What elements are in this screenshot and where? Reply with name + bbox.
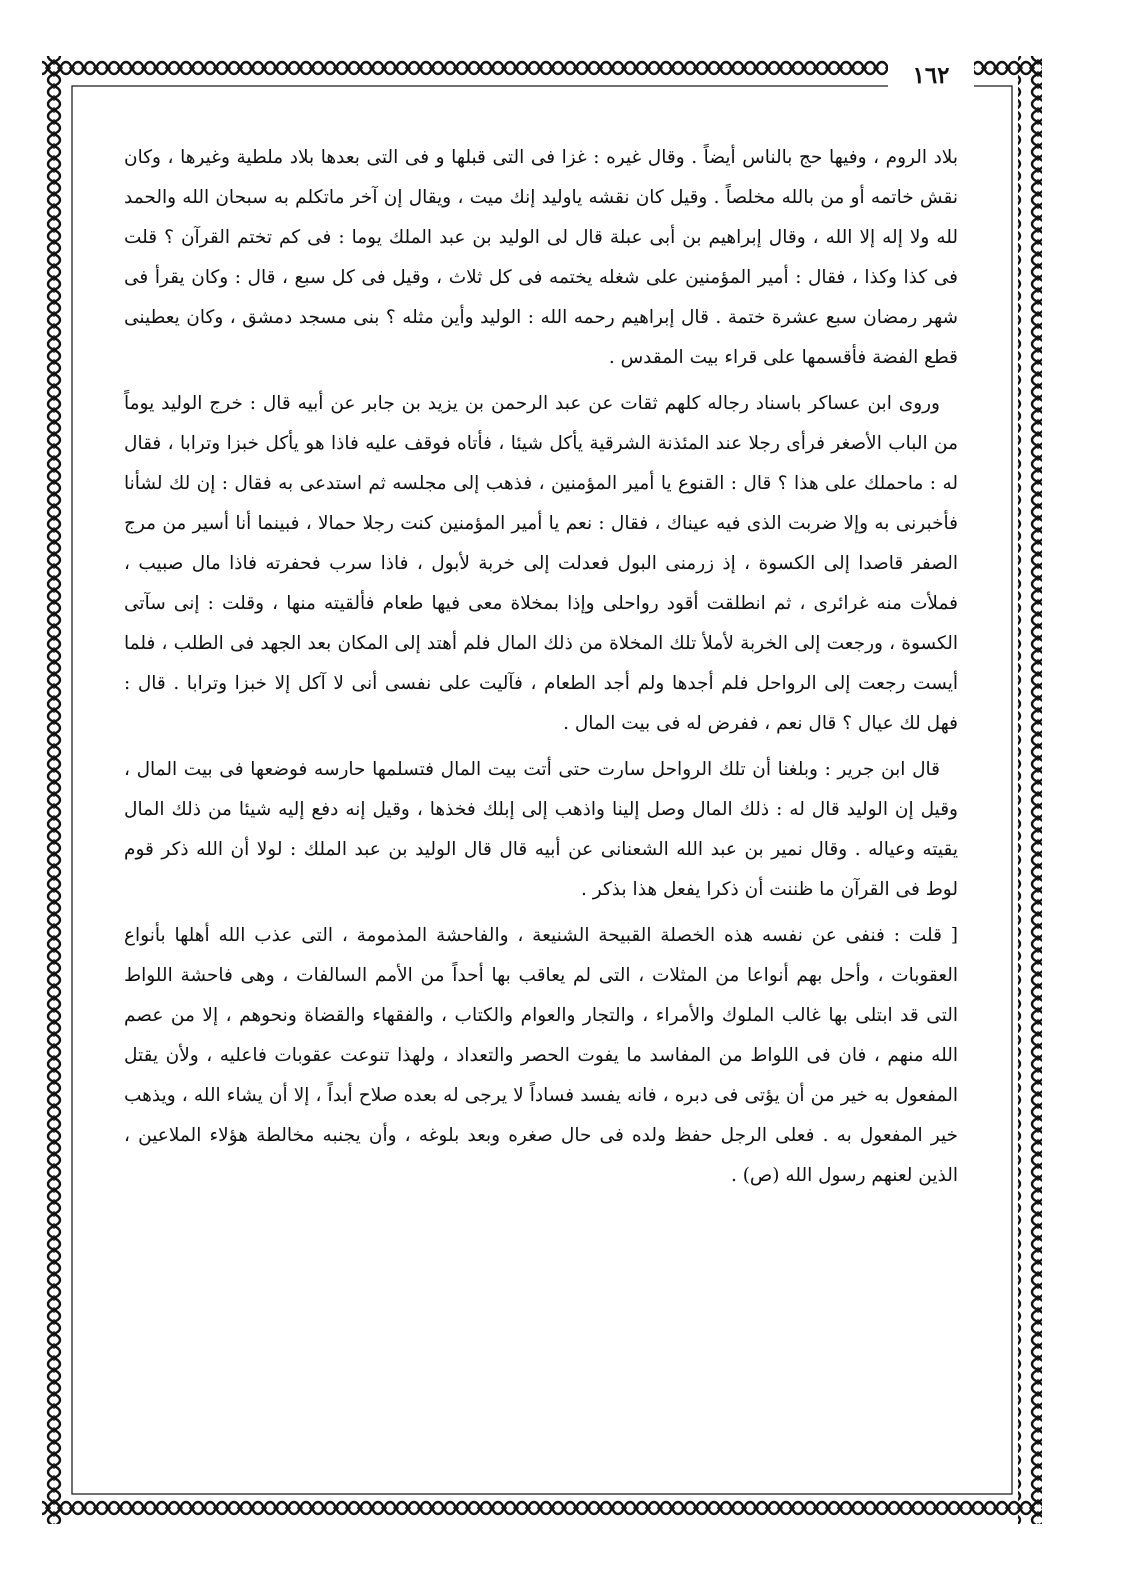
paragraph-1: بلاد الروم ، وفيها حج بالناس أيضاً . وقال غيره : غزا فى التى قبلها و فى التى بعدها بلاد ملطية وغيرها ، وكان نقش خاتمه أو من بالله مخلصاً . وقيل كان نقشه ياوليد إنك ميت ، ويقال إن آخر ماتكلم به سبحان الله والحمد لله ولا إله إلا الله ، وقال إبراهيم بن أبى عبلة قال لى الوليد بن عبد الملك يوما : فى كم تختم القرآن ؟ قلت فى كذا وكذا ، فقال : أمير المؤمنين على شغله يختمه فى كل ثلاث ، وقيل فى كل سبع ، قال : وكان يقرأ فى شهر رمضان سبع عشرة ختمة . قال إبراهيم رحمه الله : الوليد وأين مثله ؟ بنى مسجد دمشق ، وكان يعطينى قطع الفضة فأقسمها على قراء بيت المقدس . [124,147,958,368]
paragraph-2: وروى ابن عساكر باسناد رجاله كلهم ثقات عن عبد الرحمن بن يزيد بن جابر عن أبيه قال : خرج الوليد يوماً من الباب الأصغر فرأى رجلا عند المئذنة الشرقية يأكل شيئا ، فأتاه فوقف عليه فاذا هو يأكل خبزا وترابا ، فقال له : ماحملك على هذا ؟ قال : القنوع يا أمير المؤمنين ، فذهب إلى مجلسه ثم استدعى به فقال : إن لك لشأنا فأخبرنى به وإلا ضربت الذى فيه عيناك ، فقال : نعم يا أمير المؤمنين كنت رجلا حمالا ، فبينما أنا أسير من مرج الصفر قاصدا إلى الكسوة ، إذ زرمنى البول فعدلت إلى خربة لأبول ، فاذا سرب فحفرته فاذا مال صبيب ، فملأت منه غرائرى ، ثم انطلقت أقود رواحلى وإذا بمخلاة معى فيها طعام فألقيته منها ، وقلت : إنى سآتى الكسوة ، ورجعت إلى الخربة لأملأ تلك المخلاة من ذلك المال فلم أهتد إلى المكان بعد الجهد فى الطلب ، فلما أيست رجعت إلى الرواحل فلم أجدها ولم أجد الطعام ، فآليت على نفسى أنى لا آكل إلا خبزا وترابا . قال : فهل لك عيال ؟ قال نعم ، ففرض له فى بيت المال . [124,393,958,734]
paragraph-4: [ قلت : فنفى عن نفسه هذه الخصلة القبيحة الشنيعة ، والفاحشة المذمومة ، التى عذب الله أهلها بأنواع العقوبات ، وأحل بهم أنواعا من المثلات ، التى لم يعاقب بها أحداً من الأمم السالفات ، وهى فاحشة اللواط التى قد ابتلى بها غالب الملوك والأمراء ، والتجار والعوام والكتاب ، والفقهاء والقضاة ونحوهم ، إلا من عصم الله منهم ، فان فى اللواط من المفاسد ما يفوت الحصر والتعداد ، ولهذا تنوعت عقوبات فاعليه ، ولأن يقتل المفعول به خير من أن يؤتى فى دبره ، فانه يفسد فساداً لا يرجى له بعده صلاح أبداً ، إلا أن يشاء الله ، ويذهب خير المفعول به . فعلى الرجل حفظ ولده فى حال صغره وبعد بلوغه ، وأن يجنبه مخالطة هؤلاء الملاعين ، الذين لعنهم رسول الله (ص) . [124,925,958,1186]
page-body [124,138,958,1468]
border-bottom [42,1500,1042,1524]
page-number: ١٦٢ [888,60,974,92]
border-right [1018,56,1042,1524]
paragraph-3: قال ابن جرير : وبلغنا أن تلك الرواحل سارت حتى أتت بيت المال فتسلمها حارسه فوضعها فى بيت المال ، وقيل إن الوليد قال له : ذلك المال وصل إلينا واذهب إلى إبلك فخذها ، وقيل إنه دفع إليه شيئا من ذلك المال يقيته وعياله . وقال نمير بن عبد الله الشعنانى عن أبيه قال قال الوليد بن عبد الملك : لولا أن الله ذكر قوم لوط فى القرآن ما ظننت أن ذكرا يفعل هذا بذكر . [124,759,958,900]
border-left [42,56,66,1524]
